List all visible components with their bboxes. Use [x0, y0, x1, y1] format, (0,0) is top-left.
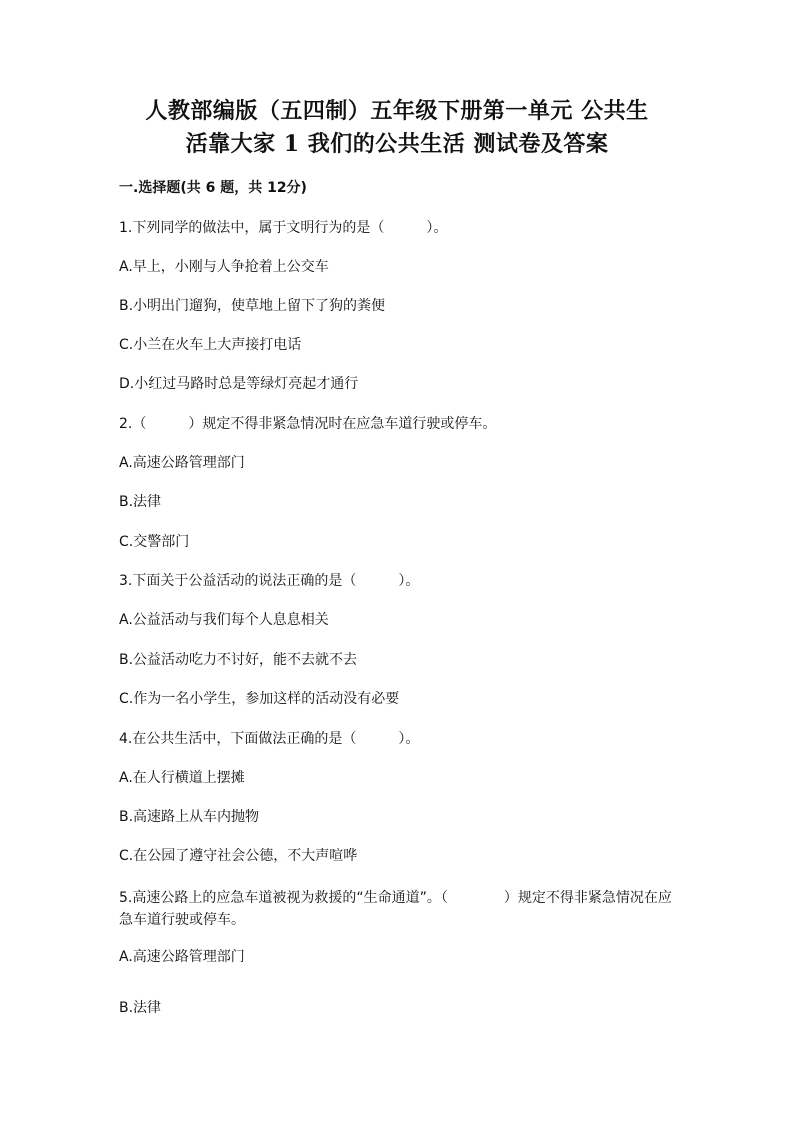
question-1-stem: 1.下列同学的做法中，属于文明行为的是（ ）。: [119, 220, 448, 236]
question-5-option-a: A.高速公路管理部门: [119, 949, 245, 965]
section-heading: 一.选择题(共 6 题，共 12分): [119, 180, 307, 196]
question-5-option-b: B.法律: [119, 1000, 162, 1016]
question-3-stem: 3.下面关于公益活动的说法正确的是（ ）。: [119, 573, 420, 589]
question-1-option-c: C.小兰在火车上大声接打电话: [119, 337, 302, 353]
question-4-stem: 4.在公共生活中，下面做法正确的是（ ）。: [119, 731, 420, 747]
question-2-stem: 2.（ ）规定不得非紧急情况时在应急车道行驶或停车。: [119, 416, 497, 432]
question-2-option-a: A.高速公路管理部门: [119, 455, 245, 471]
question-2-option-b: B.法律: [119, 494, 162, 510]
question-5-stem: 5.高速公路上的应急车道被视为救援的“生命通道”。（ ）规定不得非紧急情况在应急车道行驶或停车。: [119, 890, 672, 928]
question-3-option-b: B.公益活动吃力不讨好，能不去就不去: [119, 652, 358, 668]
question-1-option-b: B.小明出门遛狗，使草地上留下了狗的粪便: [119, 298, 386, 314]
question-1-option-a: A.早上，小刚与人争抢着上公交车: [119, 259, 329, 275]
question-3-option-c: C.作为一名小学生，参加这样的活动没有必要: [119, 691, 400, 707]
question-4-option-c: C.在公园了遵守社会公德，不大声喧哗: [119, 848, 358, 864]
question-4-option-a: A.在人行横道上摆摊: [119, 770, 245, 786]
document-title-line-2: 活靠大家 1 我们的公共生活 测试卷及答案: [185, 131, 609, 157]
question-1-option-d: D.小红过马路时总是等绿灯亮起才通行: [119, 376, 359, 392]
question-4-option-b: B.高速路上从车内抛物: [119, 809, 260, 825]
question-3-option-a: A.公益活动与我们每个人息息相关: [119, 612, 329, 628]
document-title-line-1: 人教部编版（五四制）五年级下册第一单元 公共生: [145, 98, 649, 124]
question-2-option-c: C.交警部门: [119, 534, 190, 550]
